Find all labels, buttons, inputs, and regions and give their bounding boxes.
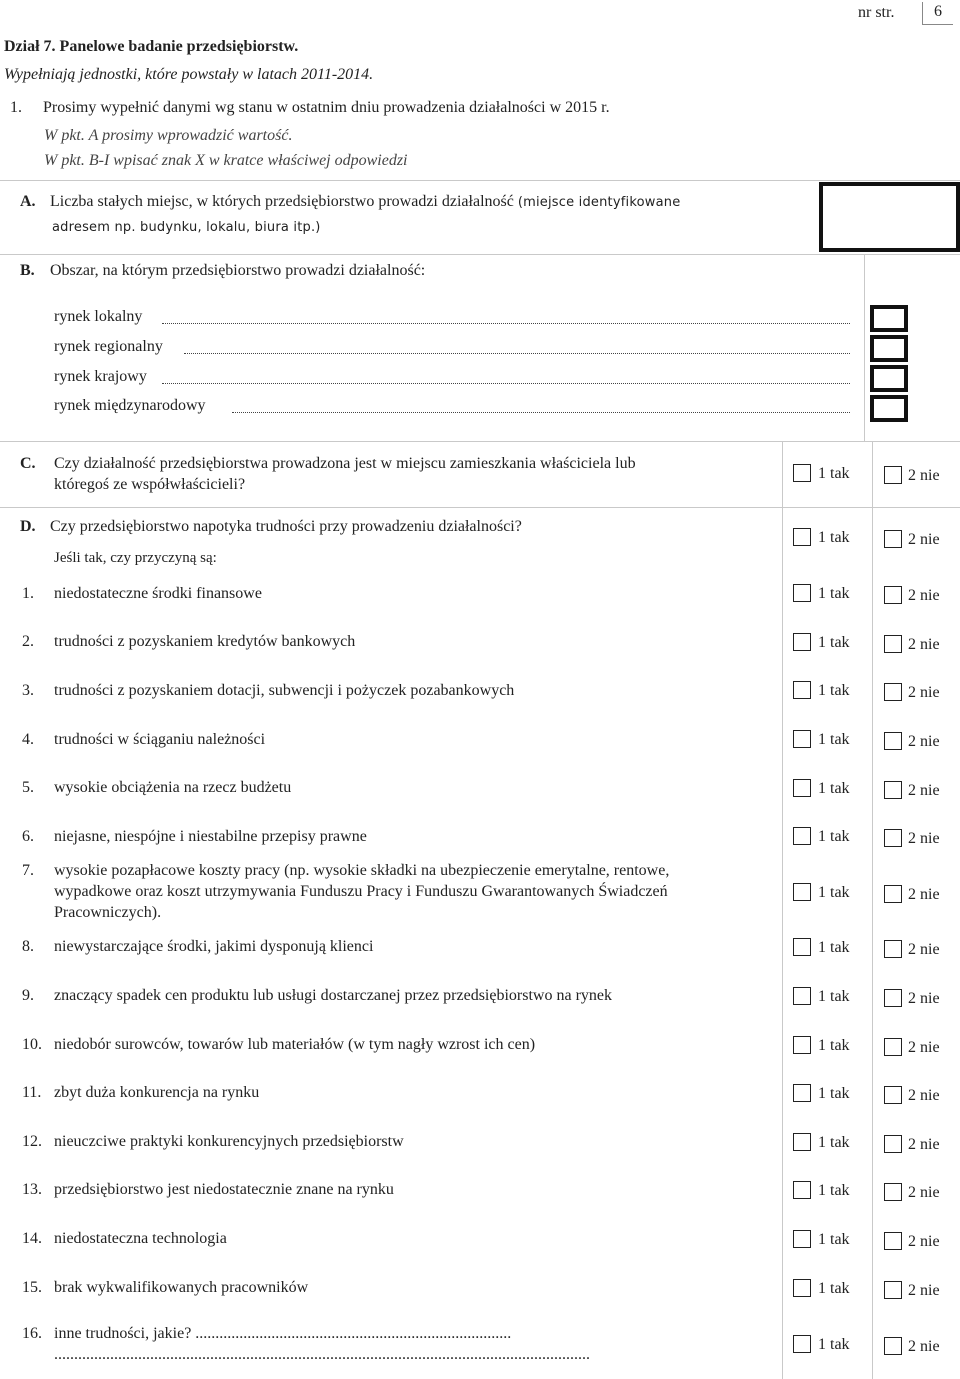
reason-text: wypadkowe oraz koszt utrzymywania Funduszu Pracy i Funduszu Gwarantowanych Świadczeń <box>54 883 668 900</box>
market-option-label: rynek międzynarodowy <box>54 397 206 414</box>
yes-label: 1 tak <box>818 780 850 797</box>
market-checkbox-international[interactable] <box>870 395 908 422</box>
yes-checkbox[interactable] <box>793 1230 811 1248</box>
market-option-label: rynek krajowy <box>54 368 147 385</box>
no-label: 2 nie <box>908 1087 940 1104</box>
yes-checkbox[interactable] <box>793 464 811 482</box>
reason-text: zbyt duża konkurencja na rynku <box>54 1084 260 1101</box>
yes-label: 1 tak <box>818 585 850 602</box>
yes-checkbox[interactable] <box>793 883 811 901</box>
no-label: 2 nie <box>908 1338 940 1355</box>
no-label: 2 nie <box>908 684 940 701</box>
no-label: 2 nie <box>908 467 940 484</box>
yes-checkbox[interactable] <box>793 1335 811 1353</box>
yes-label: 1 tak <box>818 988 850 1005</box>
no-checkbox[interactable] <box>884 885 902 903</box>
no-label: 2 nie <box>908 830 940 847</box>
divider <box>0 441 960 442</box>
yes-checkbox[interactable] <box>793 584 811 602</box>
no-checkbox[interactable] <box>884 1337 902 1355</box>
yes-label: 1 tak <box>818 731 850 748</box>
page-number: 6 <box>934 3 942 20</box>
yes-checkbox[interactable] <box>793 633 811 651</box>
yes-checkbox[interactable] <box>793 1036 811 1054</box>
yes-checkbox[interactable] <box>793 1181 811 1199</box>
yes-checkbox[interactable] <box>793 528 811 546</box>
no-label: 2 nie <box>908 531 940 548</box>
no-checkbox[interactable] <box>884 1232 902 1250</box>
reason-number: 2. <box>22 633 34 650</box>
question-b-letter: B. <box>20 262 35 279</box>
yes-label: 1 tak <box>818 1336 850 1353</box>
no-checkbox[interactable] <box>884 466 902 484</box>
column-divider <box>864 254 865 441</box>
question-1-note-b: W pkt. B-I wpisać znak X w kratce właściwej odpowiedzi <box>44 152 408 169</box>
dotted-leader <box>162 323 850 324</box>
yes-label: 1 tak <box>818 529 850 546</box>
no-checkbox[interactable] <box>884 989 902 1007</box>
dotted-leader <box>162 383 850 384</box>
yes-checkbox[interactable] <box>793 779 811 797</box>
reason-number: 5. <box>22 779 34 796</box>
no-checkbox[interactable] <box>884 1135 902 1153</box>
reason-number: 1. <box>22 585 34 602</box>
reason-text: niedobór surowców, towarów lub materiałów (w tym nagły wzrost ich cen) <box>54 1036 536 1053</box>
yes-checkbox[interactable] <box>793 987 811 1005</box>
question-a-letter: A. <box>20 193 36 210</box>
no-checkbox[interactable] <box>884 1281 902 1299</box>
yes-checkbox[interactable] <box>793 827 811 845</box>
reason-number: 13. <box>22 1181 42 1198</box>
reason-number: 10. <box>22 1036 42 1053</box>
reason-number: 3. <box>22 682 34 699</box>
reason-text: trudności z pozyskaniem kredytów bankowych <box>54 633 356 650</box>
reason-text: przedsiębiorstwo jest niedostatecznie znane na rynku <box>54 1181 394 1198</box>
question-a-text-note: (miejsce identyfikowane <box>517 195 681 210</box>
question-1-number: 1. <box>10 99 22 116</box>
no-label: 2 nie <box>908 636 940 653</box>
reason-text: inne trudności, jakie? ............................................................................... <box>54 1325 512 1342</box>
no-label: 2 nie <box>908 1136 940 1153</box>
question-a-text <box>50 193 680 211</box>
yes-label: 1 tak <box>818 1085 850 1102</box>
reason-text: nieuczciwe praktyki konkurencyjnych przedsiębiorstw <box>54 1133 404 1150</box>
no-label: 2 nie <box>908 990 940 1007</box>
no-checkbox[interactable] <box>884 1086 902 1104</box>
reason-text: niejasne, niespójne i niestabilne przepisy prawne <box>54 828 367 845</box>
reason-text: wysokie obciążenia na rzecz budżetu <box>54 779 292 796</box>
no-label: 2 nie <box>908 782 940 799</box>
market-checkbox-regional[interactable] <box>870 335 908 362</box>
reason-number: 7. <box>22 862 34 879</box>
market-option-label: rynek lokalny <box>54 308 143 325</box>
question-1-note-a: W pkt. A prosimy wprowadzić wartość. <box>44 127 293 144</box>
yes-label: 1 tak <box>818 682 850 699</box>
reason-number: 9. <box>22 987 34 1004</box>
yes-label: 1 tak <box>818 939 850 956</box>
reason-number: 6. <box>22 828 34 845</box>
no-label: 2 nie <box>908 1233 940 1250</box>
question-a-text-main: Liczba stałych miejsc, w których przedsiębiorstwo prowadzi działalność <box>50 193 514 210</box>
no-checkbox[interactable] <box>884 530 902 548</box>
question-c-letter: C. <box>20 455 36 472</box>
no-checkbox[interactable] <box>884 586 902 604</box>
no-label: 2 nie <box>908 1039 940 1056</box>
reason-number: 14. <box>22 1230 42 1247</box>
yes-label: 1 tak <box>818 1280 850 1297</box>
yes-checkbox[interactable] <box>793 938 811 956</box>
no-label: 2 nie <box>908 587 940 604</box>
dotted-leader <box>184 353 850 354</box>
yes-label: 1 tak <box>818 1231 850 1248</box>
no-label: 2 nie <box>908 941 940 958</box>
value-input-box[interactable] <box>819 182 960 252</box>
yes-checkbox[interactable] <box>793 730 811 748</box>
question-d-letter: D. <box>20 518 36 535</box>
column-divider <box>782 441 783 1379</box>
reason-text: wysokie pozapłacowe koszty pracy (np. wysokie składki na ubezpieczenie emerytalne, rentowe, <box>54 862 670 879</box>
dotted-leader <box>232 412 850 413</box>
reason-text: trudności w ściąganiu należności <box>54 731 266 748</box>
section-title: Dział 7. Panelowe badanie przedsiębiorstw. <box>4 38 299 55</box>
yes-label: 1 tak <box>818 1037 850 1054</box>
yes-label: 1 tak <box>818 1182 850 1199</box>
question-c-text-line2: któregoś ze współwłaścicieli? <box>54 476 246 493</box>
page-number-box <box>922 2 953 25</box>
no-checkbox[interactable] <box>884 1038 902 1056</box>
yes-label: 1 tak <box>818 465 850 482</box>
page-number-label: nr str. <box>858 4 895 21</box>
question-1-text: Prosimy wypełnić danymi wg stanu w ostatnim dniu prowadzenia działalności w 2015 r. <box>43 99 610 116</box>
question-c-text-line1: Czy działalność przedsiębiorstwa prowadzona jest w miejscu zamieszkania właściciela lub <box>54 455 636 472</box>
question-a-text-line2: adresem np. budynku, lokalu, biura itp.) <box>52 220 321 235</box>
no-checkbox[interactable] <box>884 1183 902 1201</box>
no-label: 2 nie <box>908 733 940 750</box>
question-d-text: Czy przedsiębiorstwo napotyka trudności przy prowadzeniu działalności? <box>50 518 522 535</box>
reason-number: 16. <box>22 1325 42 1342</box>
no-label: 2 nie <box>908 886 940 903</box>
reason-text: trudności z pozyskaniem dotacji, subwencji i pożyczek pozabankowych <box>54 682 515 699</box>
reason-text: niewystarczające środki, jakimi dysponują klienci <box>54 938 374 955</box>
yes-label: 1 tak <box>818 1134 850 1151</box>
question-d-subtext: Jeśli tak, czy przyczyną są: <box>54 550 217 566</box>
no-label: 2 nie <box>908 1282 940 1299</box>
yes-checkbox[interactable] <box>793 681 811 699</box>
reason-text: ...................................................................................................................................... <box>54 1346 590 1363</box>
reason-number: 4. <box>22 731 34 748</box>
question-b-text: Obszar, na którym przedsiębiorstwo prowadzi działalność: <box>50 262 426 279</box>
reason-number: 8. <box>22 938 34 955</box>
reason-text: brak wykwalifikowanych pracowników <box>54 1279 309 1296</box>
yes-label: 1 tak <box>818 634 850 651</box>
market-checkbox-local[interactable] <box>870 305 908 332</box>
divider <box>0 507 960 508</box>
reason-text: Pracowniczych). <box>54 904 162 921</box>
no-checkbox[interactable] <box>884 732 902 750</box>
no-checkbox[interactable] <box>884 829 902 847</box>
market-option-label: rynek regionalny <box>54 338 163 355</box>
no-label: 2 nie <box>908 1184 940 1201</box>
no-checkbox[interactable] <box>884 683 902 701</box>
reason-number: 15. <box>22 1279 42 1296</box>
reason-number: 12. <box>22 1133 42 1150</box>
no-checkbox[interactable] <box>884 781 902 799</box>
yes-checkbox[interactable] <box>793 1133 811 1151</box>
divider <box>0 254 960 255</box>
yes-checkbox[interactable] <box>793 1279 811 1297</box>
no-checkbox[interactable] <box>884 940 902 958</box>
divider <box>0 180 960 181</box>
reason-text: niedostateczne środki finansowe <box>54 585 262 602</box>
yes-label: 1 tak <box>818 828 850 845</box>
reason-number: 11. <box>22 1084 42 1101</box>
yes-checkbox[interactable] <box>793 1084 811 1102</box>
reason-text: znaczący spadek cen produktu lub usługi dostarczanej przez przedsiębiorstwo na rynek <box>54 987 612 1004</box>
market-checkbox-national[interactable] <box>870 365 908 392</box>
reason-text: niedostateczna technologia <box>54 1230 227 1247</box>
section-subtitle: Wypełniają jednostki, które powstały w latach 2011-2014. <box>4 66 374 83</box>
column-divider <box>872 441 873 1379</box>
no-checkbox[interactable] <box>884 635 902 653</box>
yes-label: 1 tak <box>818 884 850 901</box>
